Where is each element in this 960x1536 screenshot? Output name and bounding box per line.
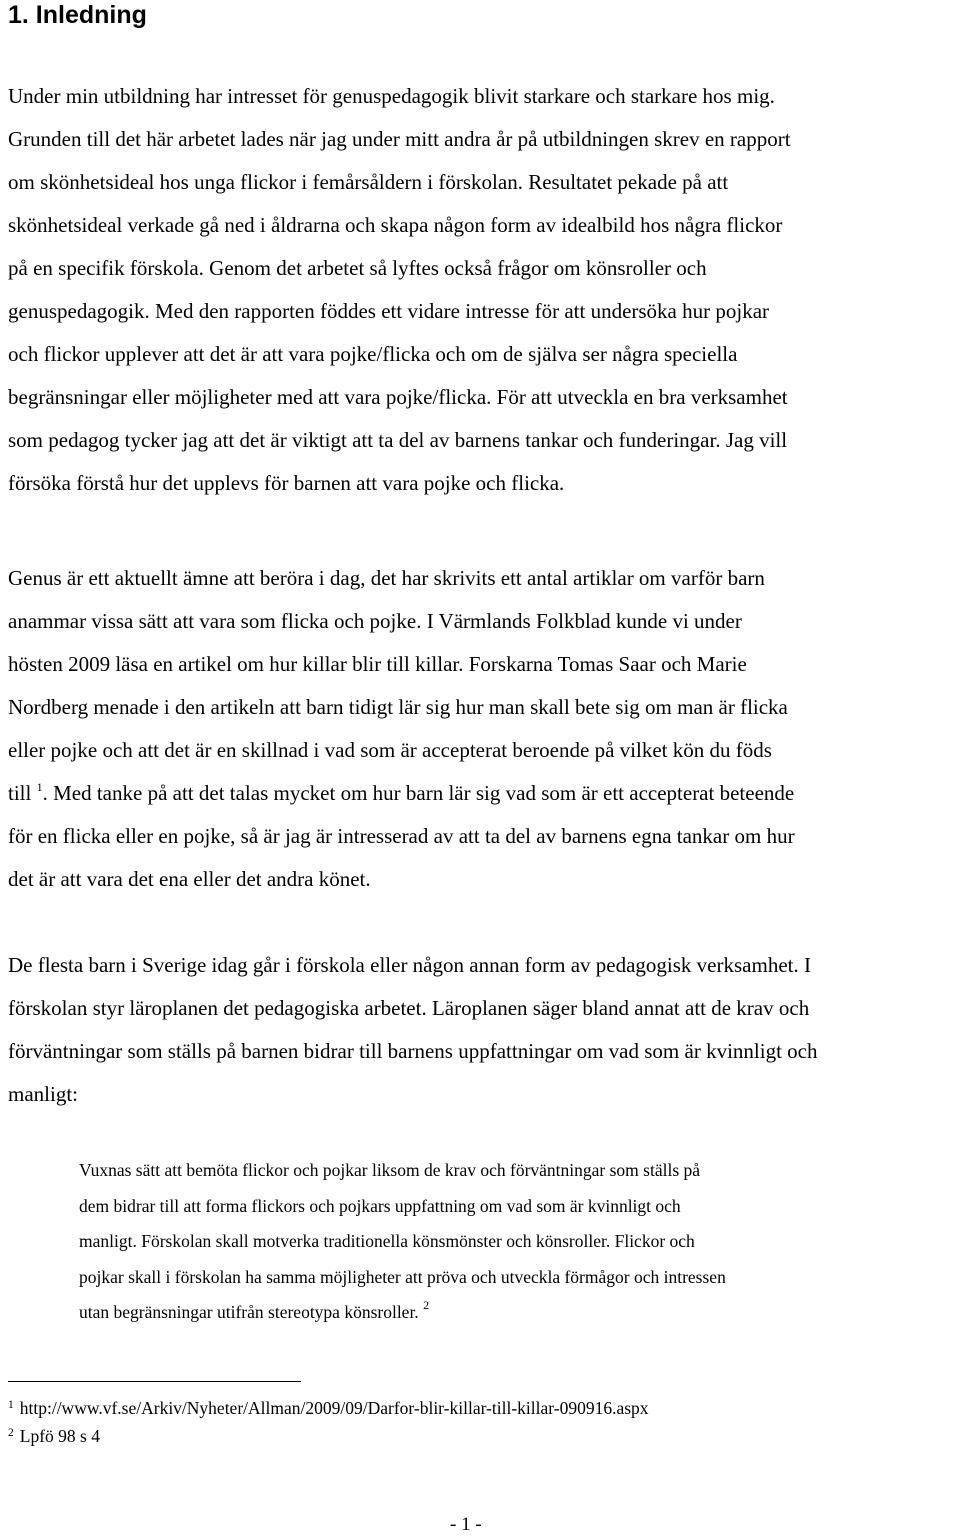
paragraph-forskola <box>8 944 960 1116</box>
paragraph-line: på en specifik förskola. Genom det arbetet så lyftes också frågor om könsroller och <box>8 256 707 280</box>
footnote-ref-1: 1 <box>36 780 43 794</box>
paragraph-line: som pedagog tycker jag att det är viktigt att ta del av barnens tankar och funderingar. Jag vill <box>8 428 788 452</box>
paragraph-line: begränsningar eller möjligheter med att vara pojke/flicka. För att utveckla en bra verksamhet <box>8 385 788 409</box>
quote-line: Vuxnas sätt att bemöta flickor och pojkar liksom de krav och förväntningar som ställs på <box>79 1160 701 1180</box>
paragraph-line: hösten 2009 läsa en artikel om hur killar blir till killar. Forskarna Tomas Saar och Marie <box>8 652 747 676</box>
paragraph-line: Grunden till det här arbetet lades när jag under mitt andra år på utbildningen skrev en rapport <box>8 127 791 151</box>
paragraph-line: manligt: <box>8 1082 78 1106</box>
quote-line: dem bidrar till att forma flickors och pojkars uppfattning om vad som är kvinnligt och <box>79 1195 681 1216</box>
footnote-1 <box>8 1393 649 1421</box>
footnote-ref-2: 2 <box>423 1298 430 1312</box>
paragraph-line: för en flicka eller en pojke, så är jag är intresserad av att ta del av barnens egna tankar om hur <box>8 824 795 848</box>
paragraph-line: Nordberg menade i den artikeln att barn tidigt lär sig hur man skall bete sig om man är flicka <box>8 695 788 719</box>
paragraph-line: förväntningar som ställs på barnen bidrar till barnens uppfattningar om vad som är kvinnligt och <box>8 1039 818 1063</box>
quote-line-with-footnote-ref <box>79 1295 939 1331</box>
line-end-text: . Med tanke på att det talas mycket om hur barn lär sig vad som är ett accepterat beteende <box>42 781 795 805</box>
line-start-text: till <box>8 781 32 805</box>
footnote-number: 2 <box>8 1427 14 1439</box>
curriculum-quote <box>79 1153 939 1331</box>
footnote-separator <box>8 1381 301 1382</box>
footnotes <box>8 1393 649 1449</box>
paragraph-line: Genus är ett aktuellt ämne att beröra i dag, det har skrivits ett antal artiklar om varför barn <box>8 566 765 590</box>
paragraph-line: anammar vissa sätt att vara som flicka och pojke. I Värmlands Folkblad kunde vi under <box>8 609 742 633</box>
footnote-link[interactable]: http://www.vf.se/Arkiv/Nyheter/Allman/2009/09/Darfor-blir-killar-till-killar-090916.aspx <box>19 1398 649 1418</box>
paragraph-line: förskolan styr läroplanen det pedagogiska arbetet. Läroplanen säger bland annat att de krav och <box>8 996 810 1020</box>
paragraph-line: eller pojke och att det är en skillnad i vad som är accepterat beroende på vilket kön du föds <box>8 738 772 762</box>
paragraph-line: det är att vara det ena eller det andra könet. <box>8 867 371 891</box>
footnote-2 <box>8 1421 649 1449</box>
paragraph-line-with-footnote-ref <box>8 772 960 815</box>
paragraph-line: om skönhetsideal hos unga flickor i femårsåldern i förskolan. Resultatet pekade på att <box>8 170 729 194</box>
chapter-heading: 1. Inledning <box>8 1 147 29</box>
paragraph-genus <box>8 557 960 901</box>
paragraph-line: försöka förstå hur det upplevs för barnen att vara pojke och flicka. <box>8 471 565 495</box>
paragraph-line: skönhetsideal verkade gå ned i åldrarna och skapa någon form av idealbild hos några flickor <box>8 213 783 237</box>
paragraph-intro <box>8 75 960 505</box>
page-number: - 1 - <box>450 1514 482 1535</box>
paragraph-line: De flesta barn i Sverige idag går i förskola eller någon annan form av pedagogisk verksamhet. I <box>8 953 811 977</box>
footnote-number: 1 <box>8 1399 14 1411</box>
quote-line: manligt. Förskolan skall motverka traditionella könsmönster och könsroller. Flickor och <box>79 1231 695 1251</box>
paragraph-line: genuspedagogik. Med den rapporten föddes ett vidare intresse för att undersöka hur pojkar <box>8 299 770 323</box>
paragraph-line: och flickor upplever att det är att vara pojke/flicka och om de själva ser några speciella <box>8 342 738 366</box>
quote-line: pojkar skall i förskolan ha samma möjligheter att pröva och utveckla förmågor och intressen <box>79 1266 726 1287</box>
footnote-text: Lpfö 98 s 4 <box>19 1426 100 1446</box>
paragraph-line: Under min utbildning har intresset för genuspedagogik blivit starkare och starkare hos mig. <box>8 84 775 108</box>
quote-last-text: utan begränsningar utifrån stereotypa könsroller. <box>79 1302 419 1322</box>
